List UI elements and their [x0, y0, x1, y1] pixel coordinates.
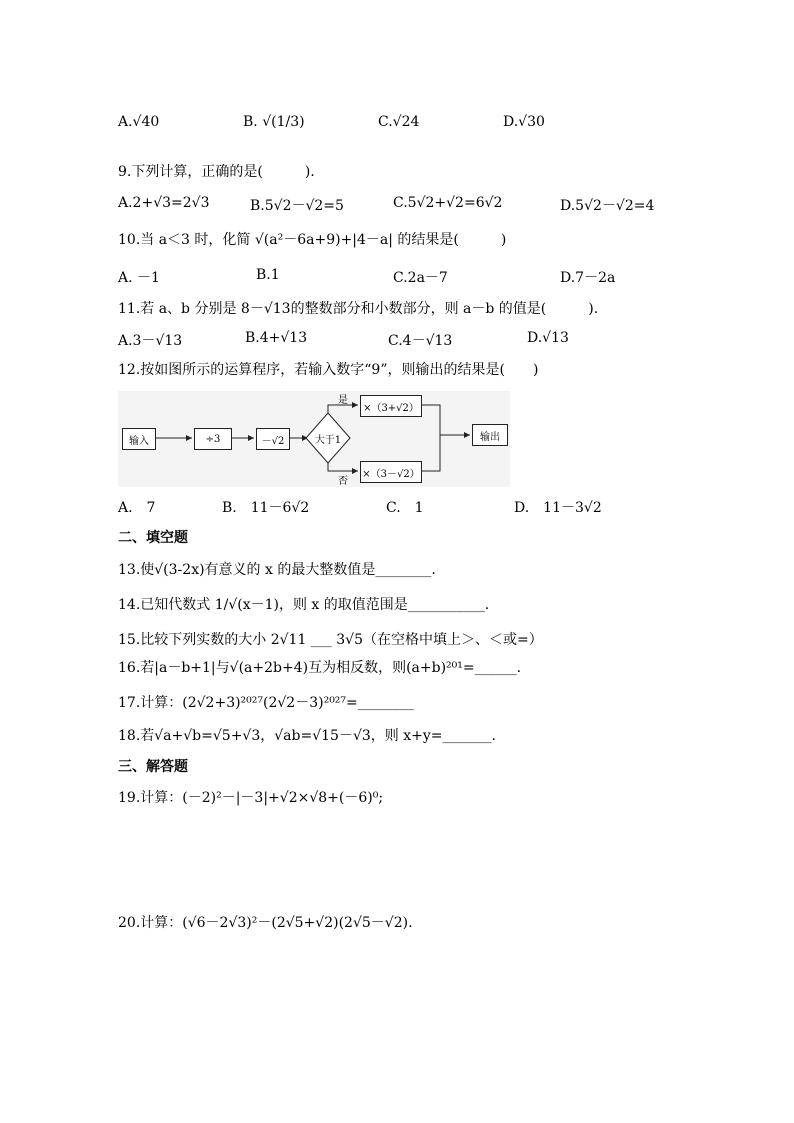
flow-input-box: 输入 [122, 428, 156, 450]
q10-option-b: B.1 [256, 267, 280, 283]
flow-no-label: 否 [338, 476, 348, 487]
q16-text: 16.若|a－b+1|与√(a+2b+4)互为相反数，则(a+b)²⁰¹=______. [118, 660, 522, 676]
section-solve-heading: 三、解答题 [118, 759, 188, 775]
q9-option-d: D.5√2－√2=4 [560, 198, 655, 214]
q12-option-a: A. 7 [118, 500, 156, 516]
q12-stem: 12.按如图所示的运算程序，若输入数字“9”，则输出的结果是( ) [118, 362, 539, 378]
q13-text: 13.使√(3-2x)有意义的 x 的最大整数值是________. [118, 562, 436, 578]
q8-option-a: A.√40 [118, 114, 160, 130]
q8-option-c: C.√24 [378, 114, 420, 130]
flow-minus-box: －√2 [256, 428, 290, 450]
q11-option-b: B.4+√13 [245, 330, 308, 346]
flow-multiply-no-box: ×（3－√2） [360, 461, 422, 483]
section-fill-in-heading: 二、填空题 [118, 530, 188, 546]
q18-text: 18.若√a+√b=√5+√3，√ab=√15－√3，则 x+y=_______. [118, 728, 496, 744]
q9-option-c: C.5√2+√2=6√2 [393, 195, 503, 211]
q11-stem: 11.若 a、b 分别是 8－√13的整数部分和小数部分，则 a－b 的值是( ). [118, 301, 599, 317]
q12-flowchart [118, 391, 510, 487]
q12-option-b: B. 11－6√2 [222, 500, 310, 516]
q19-text: 19.计算：(－2)²－|－3|+√2×√8+(－6)⁰; [118, 790, 384, 806]
q12-option-c: C. 1 [386, 500, 424, 516]
flow-divide-box: ÷3 [194, 428, 232, 450]
flow-multiply-yes-box: ×（3+√2） [360, 395, 422, 417]
q9-stem: 9.下列计算，正确的是( ). [118, 164, 315, 180]
q8-option-b: B. √(1/3) [243, 114, 305, 130]
q9-option-a: A.2+√3=2√3 [118, 195, 210, 211]
q11-option-c: C.4－√13 [388, 333, 453, 349]
q10-option-a: A. －1 [118, 270, 160, 286]
flow-condition-label: 大于1 [314, 435, 342, 446]
q9-option-b: B.5√2－√2=5 [250, 198, 344, 214]
q10-stem: 10.当 a＜3 时，化简 √(a²－6a+9)+|4－a| 的结果是( ) [118, 232, 507, 248]
q10-option-d: D.7－2a [560, 270, 616, 286]
flow-output-box: 输出 [472, 424, 508, 446]
q8-option-d: D.√30 [503, 114, 545, 130]
q20-text: 20.计算：(√6－2√3)²－(2√5+√2)(2√5－√2). [118, 915, 413, 931]
q12-option-d: D. 11－3√2 [514, 500, 602, 516]
flow-yes-label: 是 [338, 395, 348, 406]
q17-text: 17.计算：(2√2+3)²⁰²⁷(2√2－3)²⁰²⁷=________ [118, 695, 414, 711]
q10-option-c: C.2a－7 [393, 270, 448, 286]
q15-text: 15.比较下列实数的大小 2√11 ___ 3√5（在空格中填上＞、＜或=） [118, 632, 543, 648]
q11-option-a: A.3－√13 [118, 333, 183, 349]
q14-text: 14.已知代数式 1/√(x－1)，则 x 的取值范围是___________. [118, 597, 490, 613]
q11-option-d: D.√13 [527, 330, 569, 346]
